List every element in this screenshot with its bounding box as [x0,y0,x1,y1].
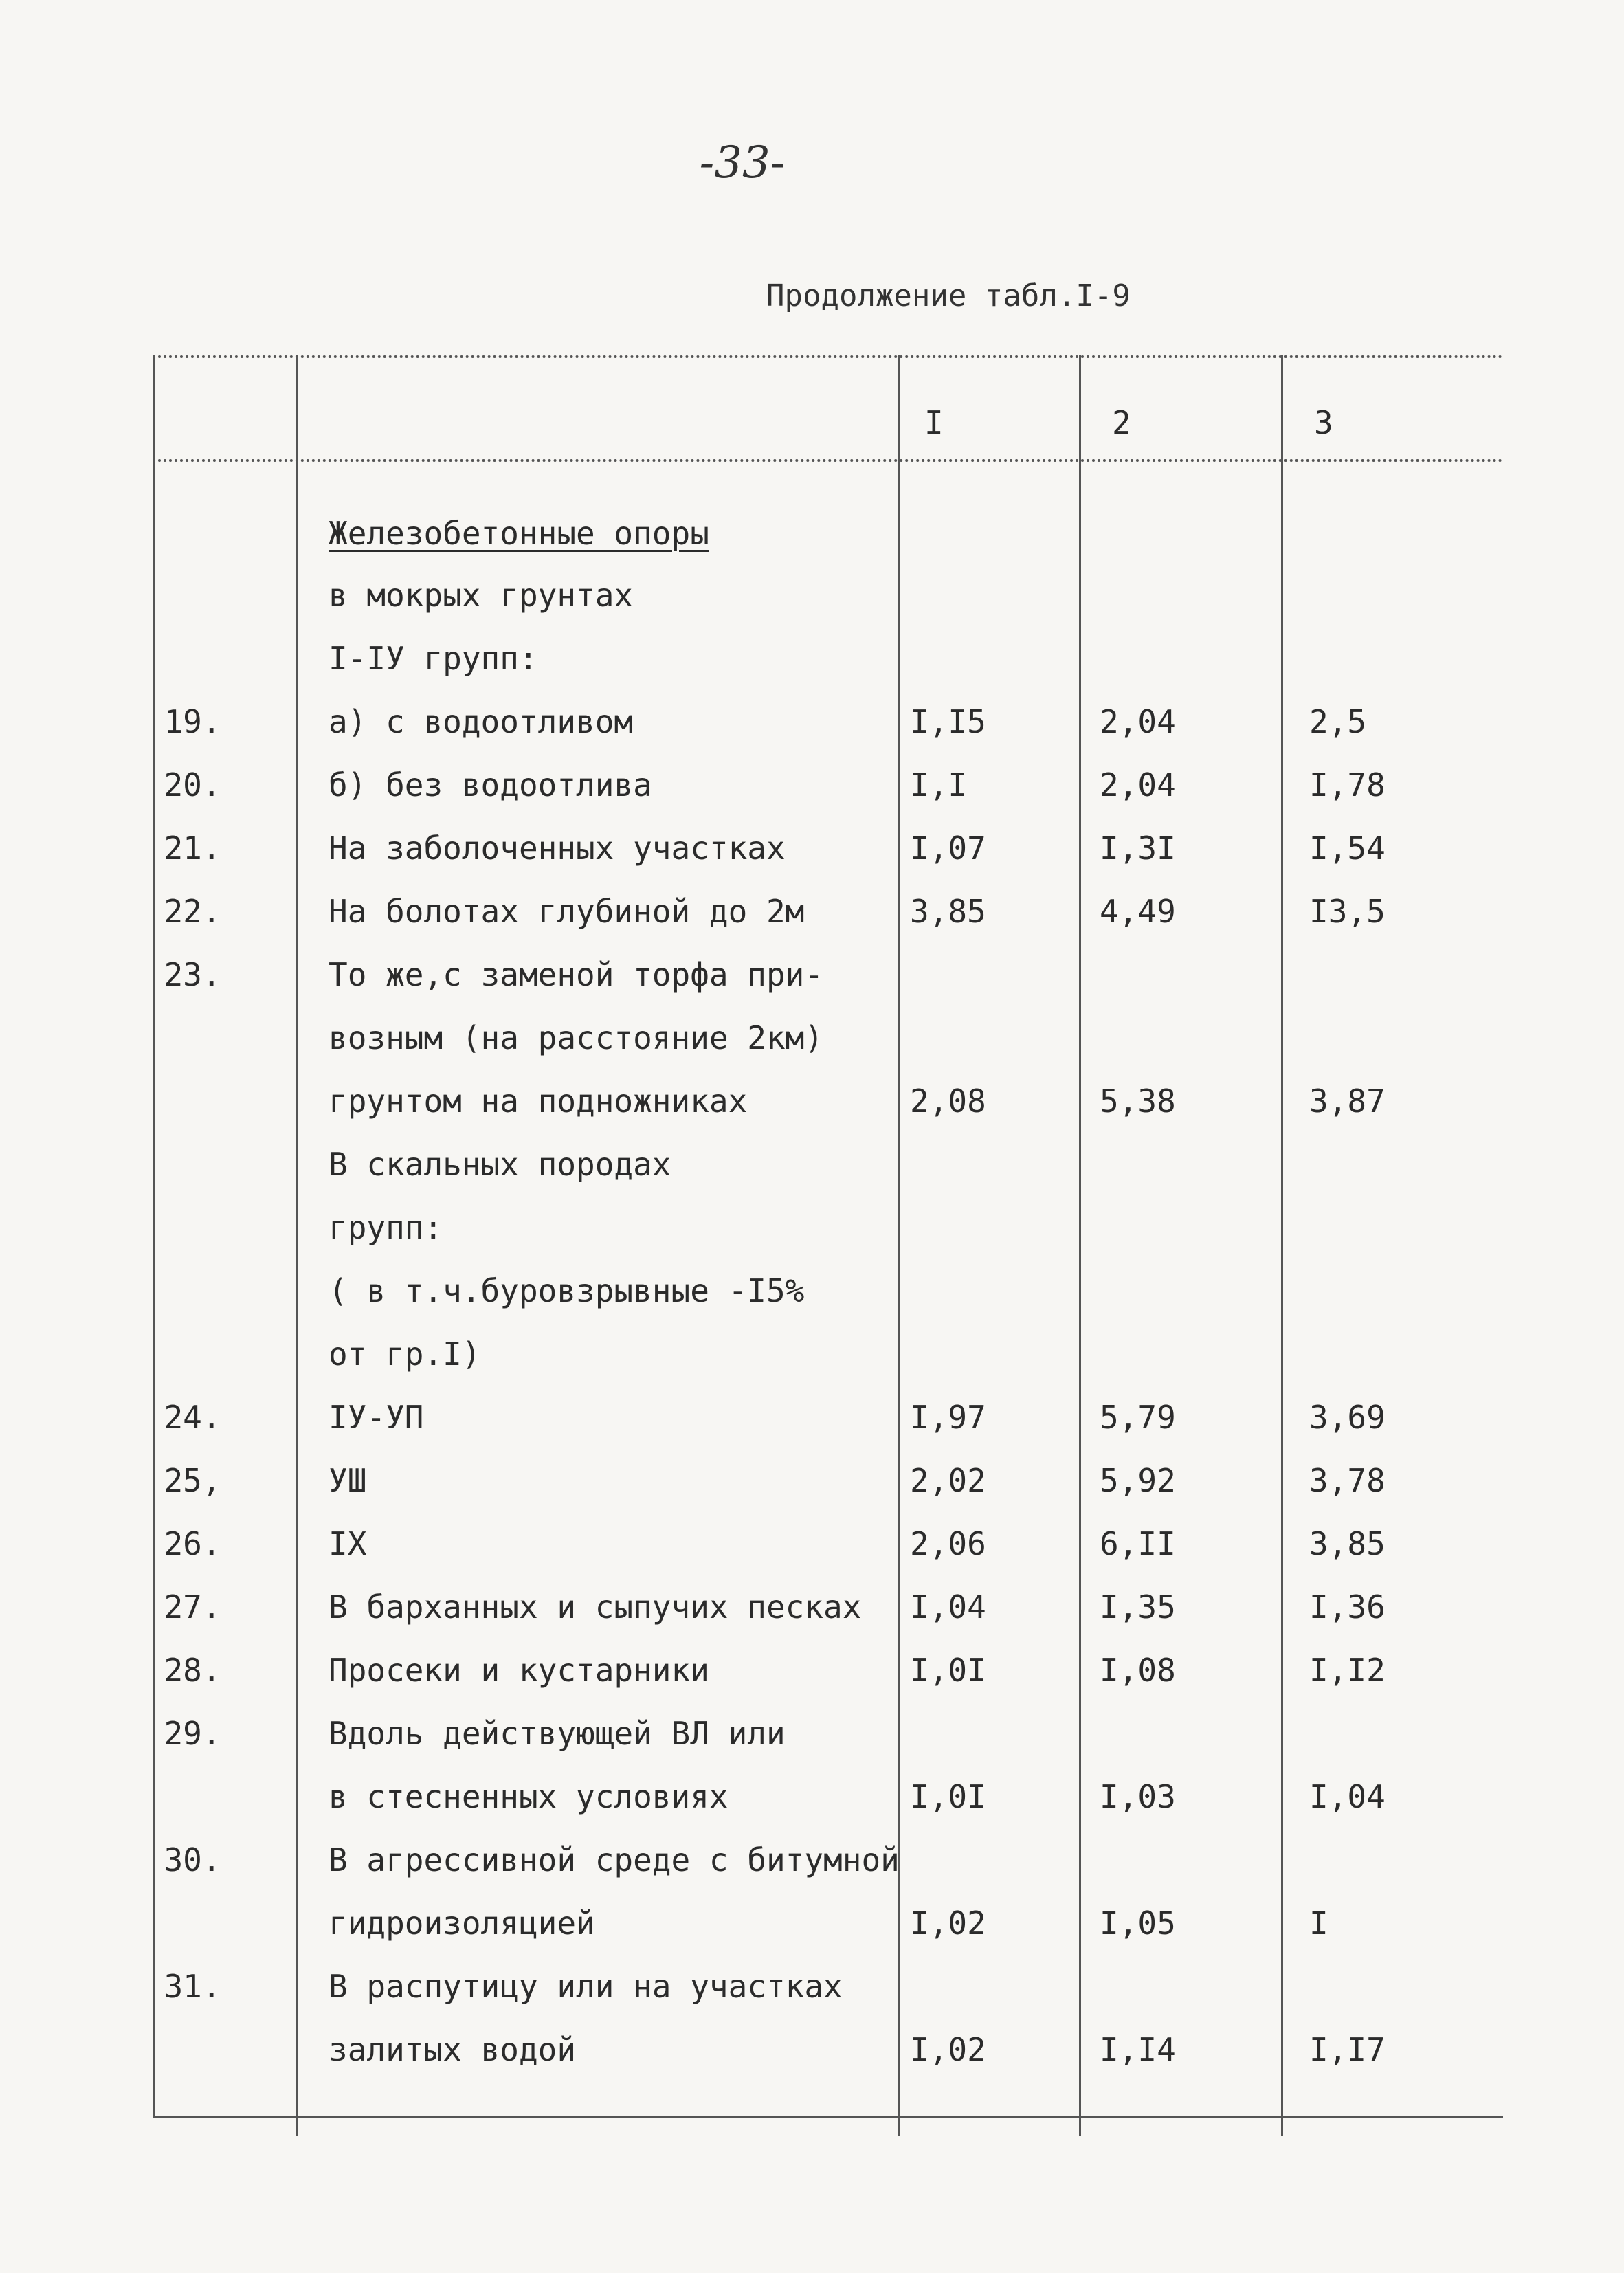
row-number: 28. [164,1652,221,1689]
page-number: -33- [699,137,786,188]
value-col-1: I,0I [910,1652,986,1689]
value-col-1: I,I [910,766,968,803]
row-number: 27. [164,1588,221,1626]
row-description: возным (на расстояние 2км) [329,1019,824,1056]
row-description: Просеки и кустарники [329,1652,709,1689]
value-col-3: I,04 [1309,1778,1386,1815]
row-number: 20. [164,766,221,803]
section-title: Железобетонные опоры [329,515,709,552]
row-description: В агрессивной среде с битумной [329,1841,900,1878]
value-col-1: I,07 [910,830,986,867]
value-col-1: I,I5 [910,703,986,740]
value-col-1: I,04 [910,1588,986,1626]
row-description: На заболоченных участках [329,830,786,867]
value-col-3: 2,5 [1309,703,1367,740]
row-description: ( в т.ч.буровзрывные -I5% [329,1272,805,1309]
value-col-1: 2,06 [910,1525,986,1562]
value-col-3: I3,5 [1309,893,1386,930]
value-col-2: 2,04 [1100,703,1176,740]
value-col-2: 5,92 [1100,1462,1176,1499]
value-col-3: 3,87 [1309,1083,1386,1120]
value-col-3: I,54 [1309,830,1386,867]
column-divider-num [296,355,298,2136]
table-top-border [153,355,1503,358]
row-number: 29. [164,1715,221,1752]
row-description: УШ [329,1462,367,1499]
column-header-2: 2 [1112,404,1131,441]
row-number: 19. [164,703,221,740]
table-left-border [153,355,155,2118]
value-col-1: I,02 [910,1905,986,1942]
value-col-2: 6,II [1100,1525,1176,1562]
value-col-1: I,02 [910,2031,986,2068]
row-description: В барханных и сыпучих песках [329,1588,862,1626]
column-header-1: I [924,404,944,441]
value-col-2: I,03 [1100,1778,1176,1815]
row-number: 22. [164,893,221,930]
row-number: 31. [164,1968,221,2005]
value-col-2: I,08 [1100,1652,1176,1689]
value-col-3: I,36 [1309,1588,1386,1626]
value-col-2: 4,49 [1100,893,1176,930]
value-col-3: 3,78 [1309,1462,1386,1499]
row-description: То же,с заменой торфа при- [329,956,824,993]
value-col-2: 2,04 [1100,766,1176,803]
row-description: I-IУ групп: [329,640,538,677]
value-col-2: I,05 [1100,1905,1176,1942]
value-col-2: I,35 [1100,1588,1176,1626]
value-col-1: 3,85 [910,893,986,930]
row-description: В распутицу или на участках [329,1968,843,2005]
row-number: 30. [164,1841,221,1878]
row-description: В скальных породах [329,1146,671,1183]
row-description: б) без водоотлива [329,766,652,803]
row-number: 25, [164,1462,221,1499]
row-number: 23. [164,956,221,993]
row-description: IX [329,1525,367,1562]
table-header-divider [153,459,1503,462]
row-description: На болотах глубиной до 2м [329,893,805,930]
row-number: 26. [164,1525,221,1562]
row-description: в мокрых грунтах [329,577,634,614]
value-col-1: 2,08 [910,1083,986,1120]
value-col-3: I,I7 [1309,2031,1386,2068]
table-bottom-border [153,2116,1503,2118]
row-description: в стесненных условиях [329,1778,728,1815]
row-description: Вдоль действующей ВЛ или [329,1715,786,1752]
row-description: а) с водоотливом [329,703,634,740]
column-divider-3 [1281,355,1283,2136]
value-col-3: I,I2 [1309,1652,1386,1689]
value-col-3: 3,69 [1309,1399,1386,1436]
row-number: 24. [164,1399,221,1436]
value-col-3: I [1309,1905,1328,1942]
row-description: залитых водой [329,2031,577,2068]
value-col-2: I,3I [1100,830,1176,867]
value-col-1: 2,02 [910,1462,986,1499]
value-col-3: 3,85 [1309,1525,1386,1562]
table-caption: Продолжение табл.I-9 [766,278,1131,313]
value-col-1: I,0I [910,1778,986,1815]
row-description: IУ-УП [329,1399,424,1436]
row-description: гидроизоляцией [329,1905,595,1942]
row-description: групп: [329,1209,443,1246]
row-number: 21. [164,830,221,867]
value-col-1: I,97 [910,1399,986,1436]
row-description: грунтом на подножниках [329,1083,748,1120]
value-col-2: 5,79 [1100,1399,1176,1436]
value-col-3: I,78 [1309,766,1386,803]
value-col-2: I,I4 [1100,2031,1176,2068]
value-col-2: 5,38 [1100,1083,1176,1120]
row-description: от гр.I) [329,1335,481,1373]
column-divider-2 [1079,355,1081,2136]
column-header-3: 3 [1314,404,1333,441]
